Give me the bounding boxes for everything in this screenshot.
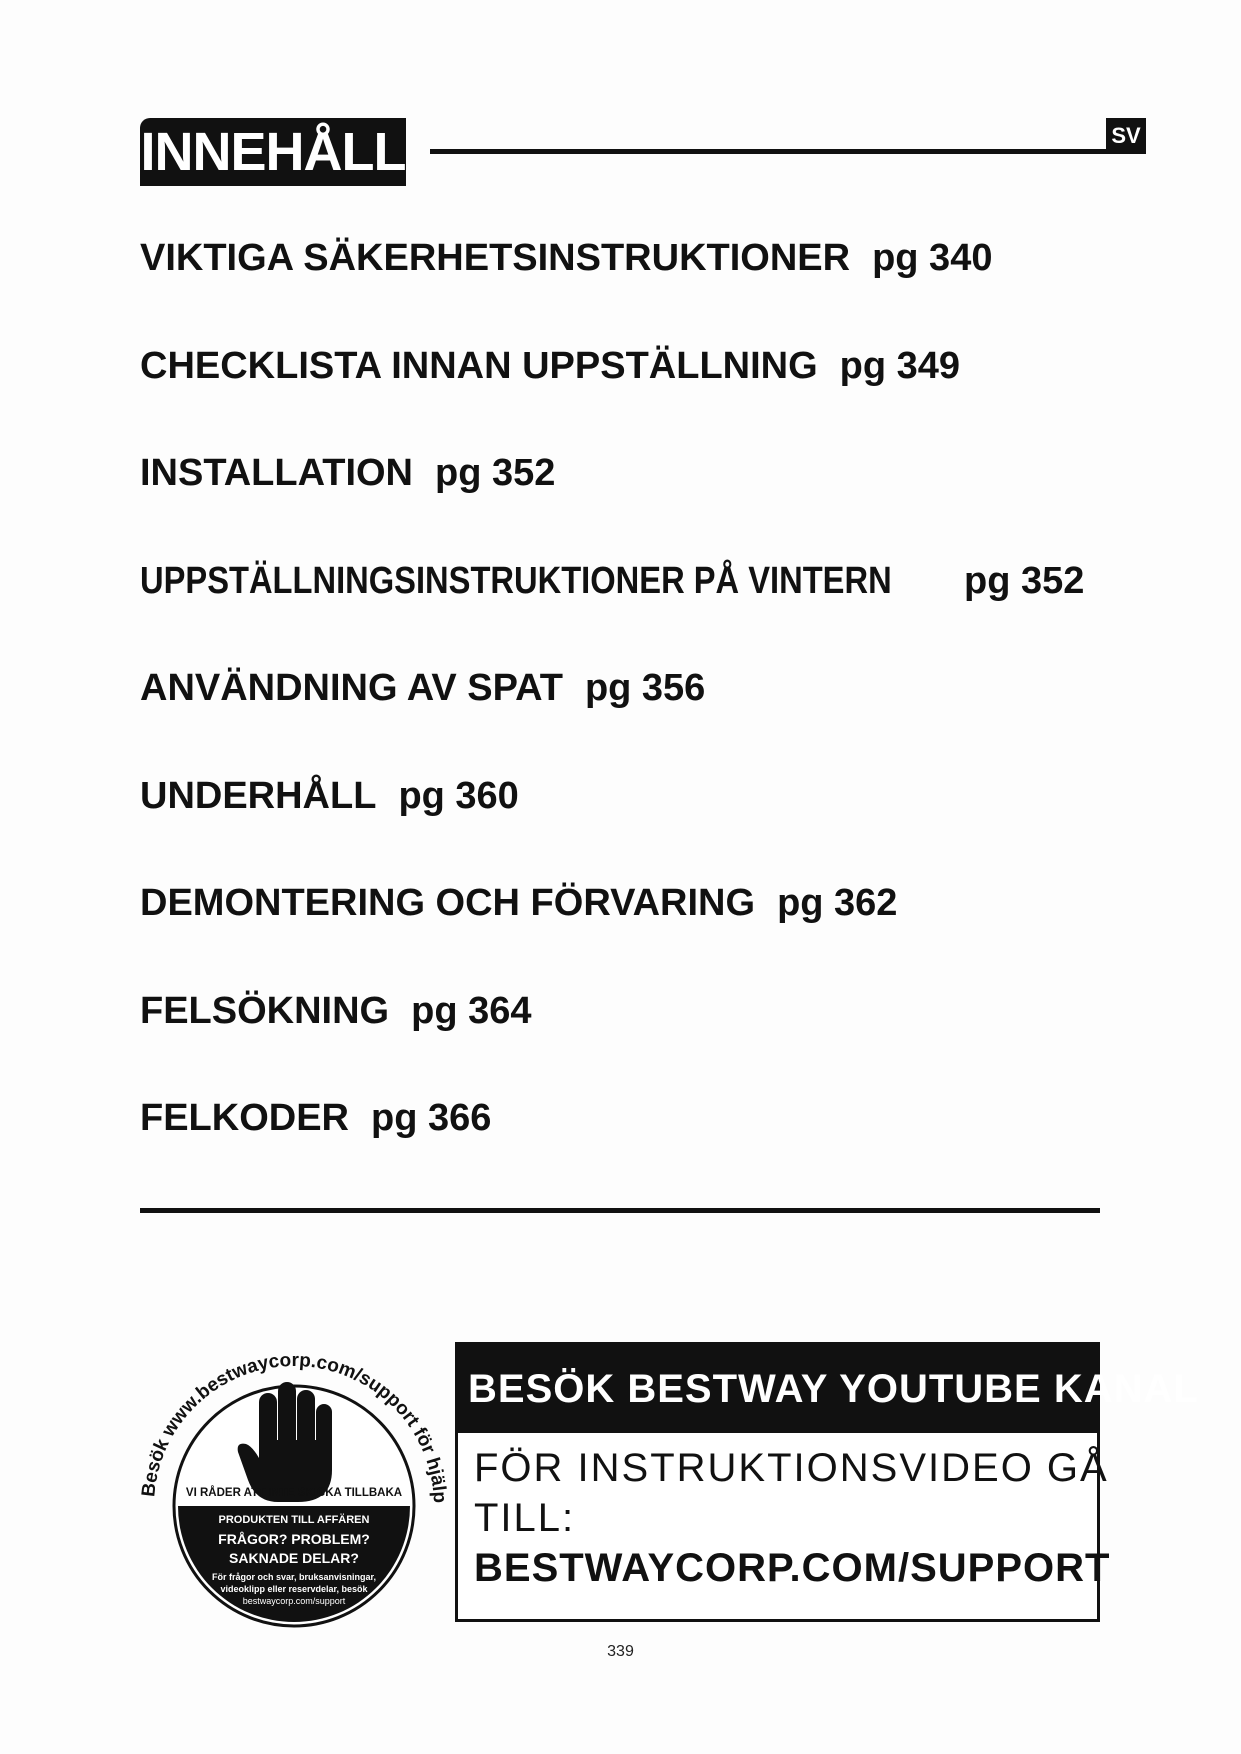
toc-entry[interactable] [140,1088,1140,1196]
page-number: 339 [607,1643,634,1660]
seal-info-url: bestwaycorp.com/support [242,1596,346,1606]
section-divider [140,1208,1100,1213]
youtube-callout [455,1342,1199,1622]
toc-entry[interactable] [140,873,1140,981]
table-of-contents [140,228,1140,1196]
youtube-instruction-line: FÖR INSTRUKTIONSVIDEO GÅ [474,1446,1109,1490]
toc-entry-page: pg 349 [839,344,961,387]
toc-entry-label: VIKTIGA SÄKERHETSINSTRUKTIONER [140,237,851,279]
seal-info-line: videoklipp eller reservdelar, besök [220,1584,368,1594]
toc-entry-page: pg 366 [371,1097,492,1139]
toc-entry-label: UNDERHÅLL [140,774,377,817]
seal-advice-line: VI RÅDER ATT INTE SKICKA TILLBAKA [185,1487,403,1499]
toc-entry-page: pg 340 [872,237,993,279]
toc-entry-label: INSTALLATION [140,452,413,494]
youtube-heading: BESÖK BESTWAY YOUTUBE KANAL [458,1345,1097,1433]
toc-entry-page: pg 356 [584,667,706,709]
toc-entry[interactable] [140,658,1140,766]
seal-question-line: SAKNADE DELAR? [229,1550,359,1566]
toc-entry[interactable] [140,336,1140,444]
page-header [140,118,1146,188]
toc-entry-page: pg 364 [411,989,532,1032]
toc-entry-page: pg 352 [435,452,556,494]
support-seal [128,1330,458,1630]
toc-entry-page: pg 362 [777,882,898,924]
toc-entry-label: ANVÄNDNING AV SPAT [140,667,563,709]
toc-entry-page: pg 360 [398,774,519,817]
toc-entry-label: UPPSTÄLLNINGSINSTRUKTIONER PÅ VINTERN [140,559,892,602]
language-tag: SV [1106,118,1146,154]
toc-entry-label: FELSÖKNING [140,989,390,1032]
header-divider [430,149,1110,154]
toc-entry[interactable] [140,981,1140,1089]
toc-entry[interactable] [140,443,1140,551]
toc-entry-label: CHECKLISTA INNAN UPPSTÄLLNING [140,344,818,387]
toc-entry[interactable] [140,228,1140,336]
page-title: INNEHÅLL [140,118,406,186]
youtube-instruction-line: TILL: [474,1496,576,1540]
toc-entry[interactable] [140,766,1140,874]
toc-entry-label: DEMONTERING OCH FÖRVARING [140,882,756,924]
support-url-link[interactable]: BESTWAYCORP.COM/SUPPORT [474,1546,1111,1590]
seal-ring-text: Besök www.bestwaycorp.com/support för hjälp [138,1349,451,1504]
seal-question-line: FRÅGOR? PROBLEM? [218,1531,370,1547]
toc-entry-label: FELKODER [140,1097,349,1139]
seal-info-line: För frågor och svar, bruksanvisningar, [211,1572,377,1582]
toc-entry[interactable] [140,551,1140,659]
toc-entry-page: pg 352 [964,559,1085,602]
seal-advice-line: PRODUKTEN TILL AFFÄREN [218,1514,370,1526]
